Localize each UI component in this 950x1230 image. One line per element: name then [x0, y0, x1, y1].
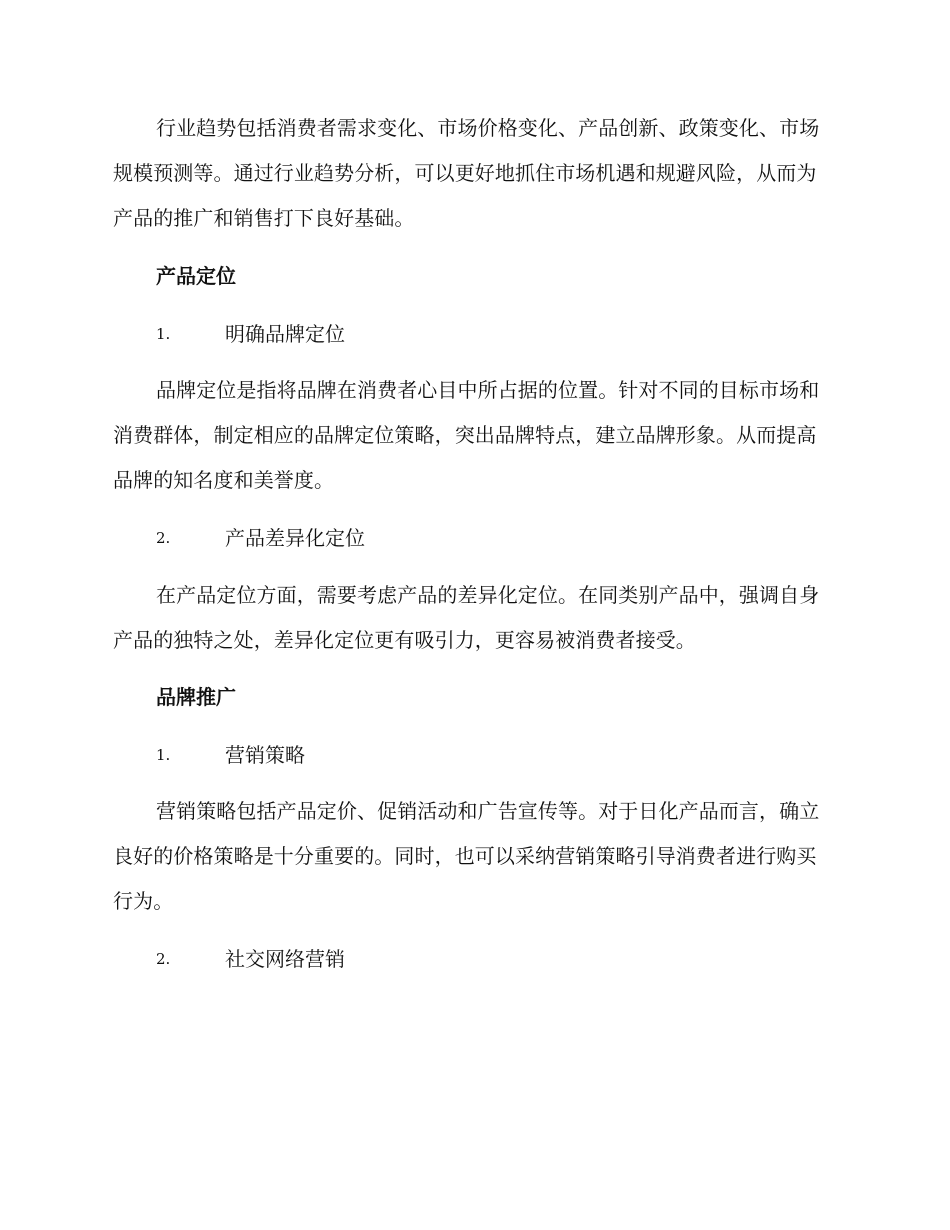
list-item-label: 明确品牌定位: [225, 322, 345, 346]
list-number: 2.: [156, 950, 171, 968]
paragraph-brand-positioning: 品牌定位是指将品牌在消费者心目中所占据的位置。针对不同的目标市场和消费群体，制定相应的品牌定位策略，突出品牌特点，建立品牌形象。从而提高品牌的知名度和美誉度。: [113, 378, 820, 492]
paragraph-marketing-strategy: 营销策略包括产品定价、促销活动和广告宣传等。对于日化产品而言，确立良好的价格策略是十分重要的。同时，也可以采纳营销策略引导消费者进行购买行为。: [113, 799, 820, 913]
heading-product-positioning: 产品定位: [156, 264, 236, 288]
paragraph-differentiation: 在产品定位方面，需要考虑产品的差异化定位。在同类别产品中，强调自身产品的独特之处，差异化定位更有吸引力，更容易被消费者接受。: [113, 583, 820, 652]
heading-brand-promotion: 品牌推广: [156, 685, 236, 709]
list-item-label: 社交网络营销: [225, 947, 345, 971]
list-number: 2.: [156, 529, 171, 547]
paragraph-industry-trends: 行业趋势包括消费者需求变化、市场价格变化、产品创新、政策变化、市场规模预测等。通过行业趋势分析，可以更好地抓住市场机遇和规避风险，从而为产品的推广和销售打下良好基础。: [113, 116, 820, 230]
list-number: 1.: [156, 746, 171, 764]
list-item-label: 营销策略: [225, 743, 305, 767]
list-item-label: 产品差异化定位: [225, 526, 365, 550]
list-number: 1.: [156, 325, 171, 343]
